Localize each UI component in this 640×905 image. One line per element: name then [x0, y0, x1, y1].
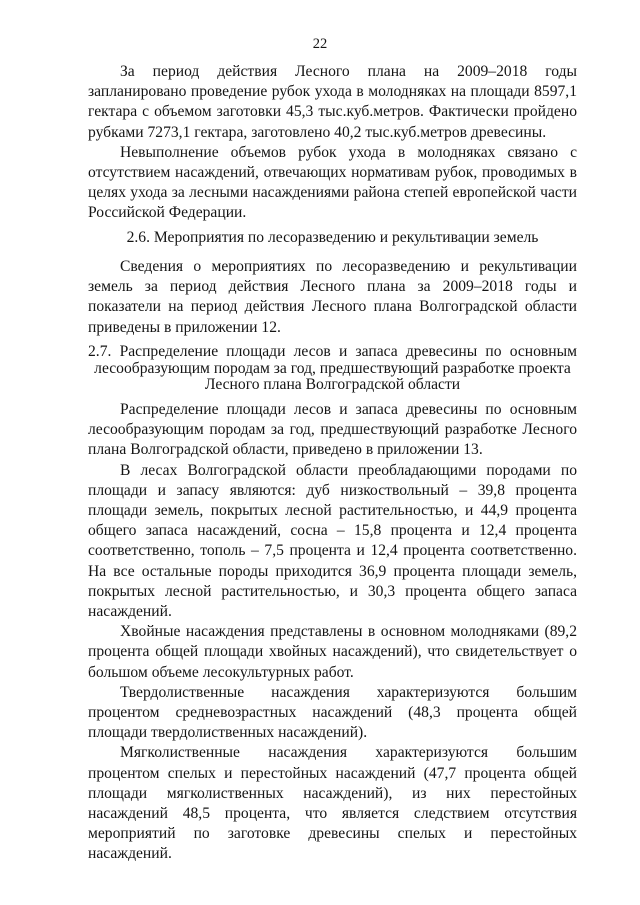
paragraph-coniferous: Хвойные насаждения представлены в основном молодняками (89,2 процента общей площади хвойных насаждений), что свидетельствует о большом объеме лесокультурных работ. [88, 623, 577, 681]
paragraph-dominant-species: В лесах Волгоградской области преобладающими породами по площади и запасу являются: дуб низкоствольный – 39,8 процента площади земель, покрытых лесной растительностью, и 44,9 процента общего запаса насаждений, сосна – 15,8 процента и 12,4 процента соответственно, тополь – 7,5 процента и 12,4 процента соответственно. На все остальные породы приходится 36,9 процента площади земель, покрытых лесной растительностью, и 30,3 процента общего запаса насаждений. [88, 461, 577, 621]
intro-block [88, 62, 577, 224]
section-2-7-heading-line-1: 2.7. Распределение площади лесов и запаса древесины по основным [88, 343, 577, 360]
section-2-6-heading: 2.6. Мероприятия по лесоразведению и рекультивации земель [126, 229, 539, 246]
paragraph-thinning-plan: За период действия Лесного плана на 2009–2018 годы запланировано проведение рубок ухода в молодняках на площади 8597,1 гектара с объемом заготовки 45,3 тыс.куб.метров. Фактически пройдено рубками 7273,1 гектара, заготовлено 40,2 тыс.куб.метров древесины. [88, 63, 577, 141]
section-2-7-body [88, 400, 577, 865]
paragraph-hardwood: Твердолиственные насаждения характеризуются большим процентом средневозрастных насаждений (48,3 процента общей площади твердолиственных насаждений). [88, 683, 577, 742]
section-2-7-heading-line-2: лесообразующим породам за год, предшествующий разработке проекта [94, 359, 571, 377]
paragraph-distribution-appendix: Распределение площади лесов и запаса древесины по основным лесообразующим породам за год, предшествующий разработке Лесного плана Волгоградской области, приведено в приложении 13. [88, 401, 577, 459]
section-2-7-heading [88, 344, 577, 394]
paragraph-softwood: Мягколиственные насаждения характеризуются большим процентом спелых и перестойных насаждений (47,7 процента общей площади мягколиственных насаждений), из них перестойных насаждений 48,5 процента, что является следствием отсутствия мероприятий по заготовке древесины спелых и перестойных насаждений. [88, 744, 577, 863]
section-2-6 [88, 228, 577, 248]
paragraph-thinning-shortfall: Невыполнение объемов рубок ухода в молодняках связано с отсутствием насаждений, отвечающих нормативам рубок, проводимых в целях ухода за лесными насаждениями района степей европейской части Российской Федерации. [88, 143, 577, 222]
section-2-7-heading-block [88, 344, 577, 394]
section-2-6-body [88, 257, 577, 338]
page-number: 22 [312, 36, 328, 52]
section-2-7-heading-line-3: Лесного плана Волгоградской области [204, 376, 461, 393]
paragraph-afforestation: Сведения о мероприятиях по лесоразведению и рекультивации земель за период действия Лесного плана за 2009–2018 годы и показатели на период действия Лесного плана Волгоградской области приведены в приложении 12. [88, 258, 577, 336]
